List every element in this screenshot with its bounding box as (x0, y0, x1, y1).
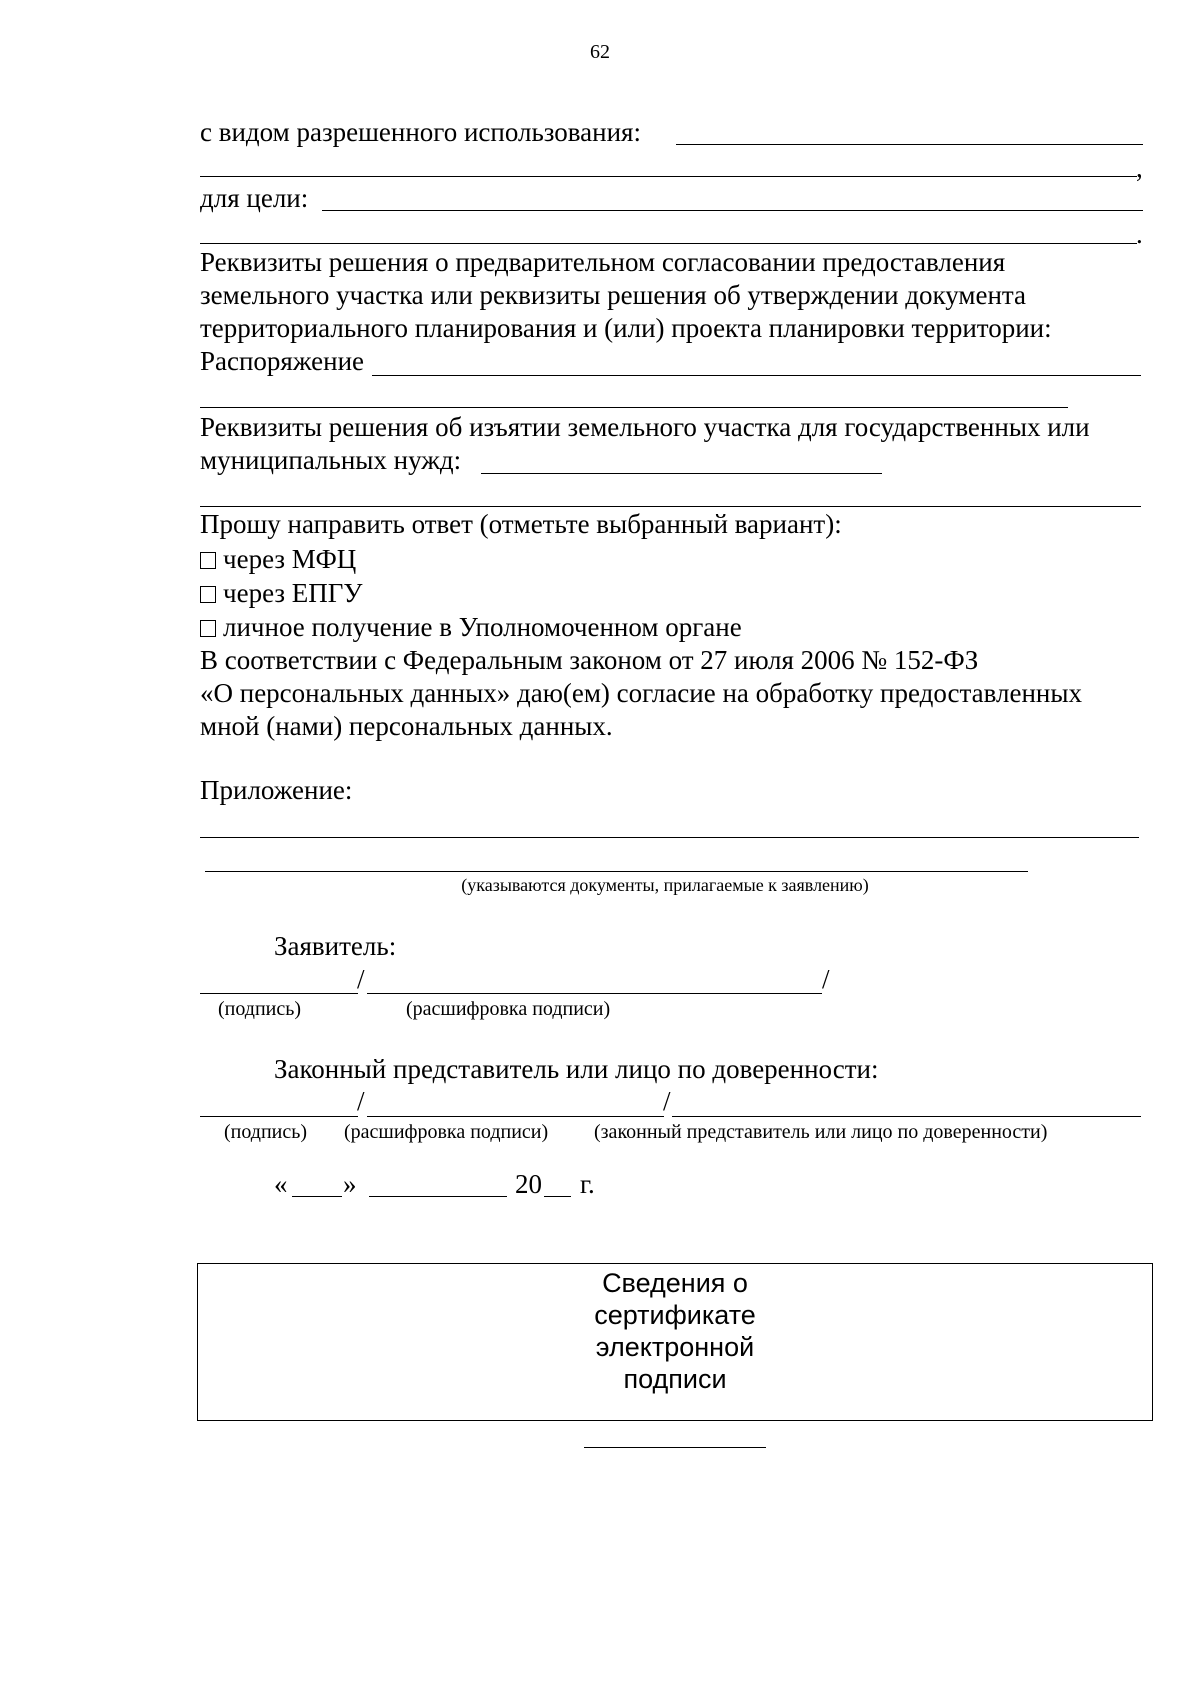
attachment-line1[interactable] (200, 837, 1139, 838)
response-prompt: Прошу направить ответ (отметьте выбранный вариант): (200, 509, 842, 539)
representative-label: Законный представитель или лицо по доверенности: (274, 1054, 879, 1084)
seizure-text-line1: Реквизиты решения об изъятии земельного участка для государственных или (200, 412, 1090, 442)
consent-line1: В соответствии с Федеральным законом от 27 июля 2006 № 152-ФЗ (200, 645, 979, 675)
representative-signature-line[interactable] (200, 1116, 358, 1117)
date-close-quote: » (343, 1169, 357, 1199)
purpose-label: для цели: (200, 183, 309, 213)
consent-line2: «О персональных данных» даю(ем) согласие на обработку предоставленных (200, 678, 1083, 708)
applicant-label: Заявитель: (274, 931, 397, 961)
date-open-quote: « (274, 1169, 288, 1199)
response-option-personal[interactable] (200, 611, 742, 643)
purpose-period: . (1136, 219, 1143, 249)
representative-slash2: / (663, 1086, 671, 1116)
usage-input-line[interactable] (676, 144, 1143, 145)
checkbox-icon[interactable] (200, 620, 216, 637)
date-day-line[interactable] (292, 1196, 342, 1197)
seizure-input-line[interactable] (481, 473, 882, 474)
date-year-line[interactable] (544, 1196, 571, 1197)
representative-signature-caption: (подпись) (224, 1121, 308, 1143)
certificate-line1: Сведения о (602, 1268, 748, 1298)
usage-continuation-line[interactable] (200, 176, 1137, 177)
purpose-continuation-line[interactable] (200, 243, 1137, 244)
date-month-line[interactable] (369, 1196, 507, 1197)
purpose-input-line[interactable] (322, 210, 1143, 211)
certificate-line4: подписи (623, 1364, 727, 1394)
certificate-box (197, 1263, 1153, 1421)
representative-decoding-caption: (расшифровка подписи) (344, 1121, 549, 1143)
page-number: 62 (590, 41, 610, 63)
decision-text-line1: Реквизиты решения о предварительном согласовании предоставления (200, 247, 1006, 277)
applicant-slash2: / (822, 964, 830, 994)
order-continuation-line[interactable] (200, 407, 1068, 408)
applicant-decoding-line[interactable] (367, 993, 822, 994)
certificate-line3: электронной (595, 1332, 755, 1362)
closing-separator (584, 1447, 766, 1448)
applicant-decoding-caption: (расшифровка подписи) (406, 998, 611, 1020)
order-input-line[interactable] (372, 375, 1141, 376)
response-option-label: через ЕПГУ (223, 578, 363, 608)
representative-role-line[interactable] (672, 1116, 1141, 1117)
checkbox-icon[interactable] (200, 552, 216, 569)
response-option-epgu[interactable] (200, 577, 363, 609)
date-year-suffix: г. (580, 1169, 595, 1199)
applicant-slash1: / (357, 964, 365, 994)
checkbox-icon[interactable] (200, 586, 216, 603)
response-option-label: через МФЦ (223, 544, 357, 574)
usage-label: с видом разрешенного использования: (200, 117, 641, 147)
decision-text-line3: территориального планирования и (или) проекта планировки территории: (200, 313, 1052, 343)
attachment-hint: (указываются документы, прилагаемые к заявлению) (461, 875, 869, 895)
response-option-mfc[interactable] (200, 543, 356, 575)
seizure-continuation-line[interactable] (200, 506, 1141, 507)
representative-decoding-line[interactable] (367, 1116, 664, 1117)
order-label: Распоряжение (200, 346, 365, 376)
attachment-label: Приложение: (200, 775, 353, 805)
representative-role-caption: (законный представитель или лицо по доверенности) (594, 1121, 1048, 1143)
seizure-text-line2: муниципальных нужд: (200, 445, 462, 475)
applicant-signature-caption: (подпись) (218, 998, 302, 1020)
response-option-label: личное получение в Уполномоченном органе (223, 612, 742, 642)
decision-text-line2: земельного участка или реквизиты решения об утверждении документа (200, 280, 1027, 310)
date-year-prefix: 20 (515, 1169, 542, 1199)
certificate-line2: сертификате (594, 1300, 756, 1330)
attachment-line2[interactable] (205, 871, 1028, 872)
consent-line3: мной (нами) персональных данных. (200, 711, 613, 741)
applicant-signature-line[interactable] (200, 993, 358, 994)
usage-comma: , (1136, 153, 1143, 183)
representative-slash1: / (357, 1086, 365, 1116)
